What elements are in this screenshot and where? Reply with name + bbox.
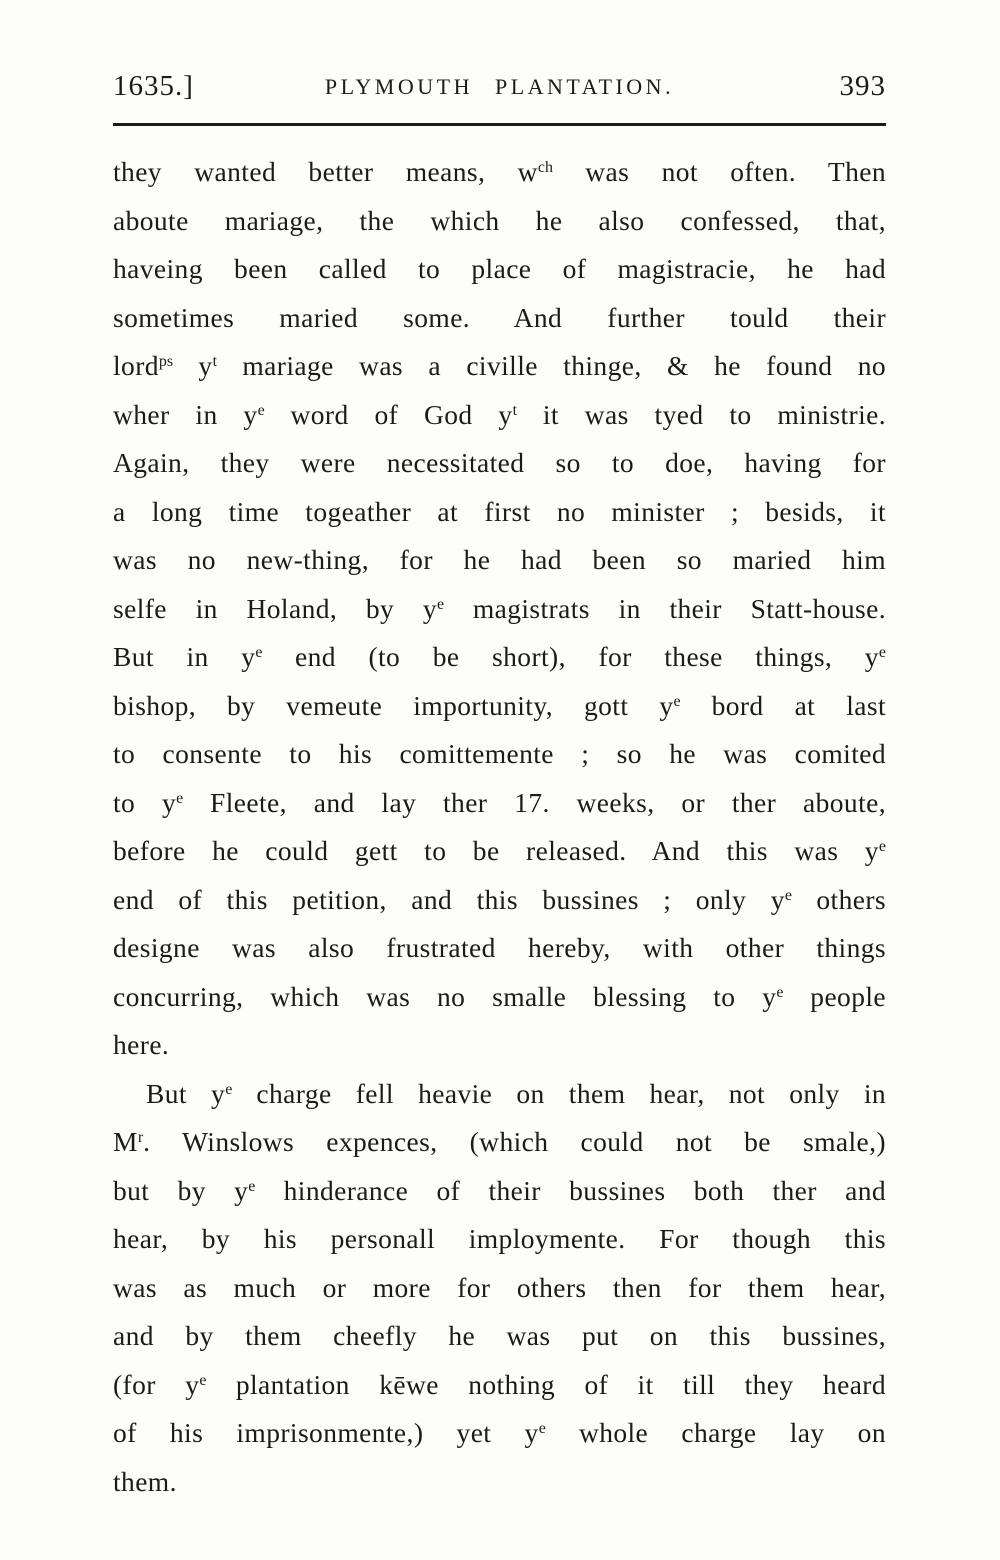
text-line: was no new-thing, for he had been so maried him (113, 544, 886, 575)
page-body (113, 148, 886, 1506)
superscript-abbreviation: r (137, 1129, 144, 1147)
text-line: (for $y^e$ plantation kēwe nothing of it till they heard (113, 1368, 887, 1400)
superscript-abbreviation: t (512, 401, 517, 419)
header-year-label: 1635.] (113, 70, 194, 102)
header-running-title: PLYMOUTH PLANTATION. (324, 74, 675, 99)
superscript-abbreviation: e (776, 983, 784, 1001)
text-line: hear, by his personall imploymente. For though this (113, 1223, 886, 1254)
text-line: to consente to his comittemente ; so he was comited (113, 738, 886, 769)
text-line: concurring, which was no smalle blessing to $y^e$ people (113, 980, 886, 1012)
text-line: designe was also frustrated hereby, with other things (113, 932, 886, 963)
text-line: But in $y^e$ end (to be short), for these things, $y^e$ (113, 641, 886, 672)
superscript-abbreviation: ch (537, 159, 553, 177)
superscript-abbreviation: ps (158, 353, 174, 371)
text-line: them. (113, 1465, 177, 1497)
superscript-abbreviation: e (255, 644, 263, 662)
superscript-abbreviation: e (199, 1371, 207, 1389)
superscript-abbreviation: e (225, 1080, 233, 1098)
superscript-abbreviation: e (176, 789, 184, 807)
text-line: aboute mariage, the which he also confessed, that, (113, 204, 886, 236)
text-line: haveing been called to place of magistracie, he had (113, 253, 886, 284)
superscript-abbreviation: e (673, 692, 681, 710)
superscript-abbreviation: e (257, 401, 265, 419)
text-line: but by $y^e$ hinderance of their bussines both ther and (113, 1174, 886, 1206)
text-line: was as much or more for others then for them hear, (113, 1271, 886, 1303)
text-line: bishop, by vemeute importunity, gott $y^e$ bord at last (113, 689, 886, 721)
text-line: before he could gett to be released. And this was $y^e$ (113, 835, 886, 866)
superscript-abbreviation: t (212, 353, 218, 371)
superscript-abbreviation: e (784, 886, 792, 904)
text-line: end of this petition, and this bussines ; only $y^e$ others (113, 883, 886, 915)
text-line: wher in $y^e$ word of God $y^t$ it was tyed to ministrie. (113, 398, 887, 430)
superscript-abbreviation: e (248, 1177, 256, 1195)
text-line: $M^r$. Winslows expences, (which could not be smale,) (113, 1126, 886, 1157)
text-line: a long time togeather at first no minister ; besids, it (113, 495, 886, 527)
text-line: Again, they were necessitated so to doe, having for (113, 447, 886, 478)
header-page-number: 393 (839, 70, 886, 102)
header-rule (113, 123, 886, 126)
running-head (113, 70, 886, 106)
text-line: sometimes maried some. And further tould their (113, 301, 886, 333)
superscript-abbreviation: e (878, 838, 886, 856)
text-line: here. (113, 1029, 170, 1060)
text-line: and by them cheefly he was put on this bussines, (113, 1320, 886, 1351)
superscript-abbreviation: e (878, 644, 886, 662)
text-line: selfe in Holand, by $y^e$ magistrats in their Statt-house. (113, 592, 886, 624)
text-line: lord$^{ps}$ $y^t$ mariage was a civille thinge, & he found no (113, 350, 886, 381)
superscript-abbreviation: e (437, 595, 445, 613)
text-line: of his imprisonmente,) yet $y^e$ whole charge lay on (113, 1417, 886, 1448)
text-line: they wanted better means, $w^{ch}$ was not often. Then (113, 156, 886, 187)
text-line: But $y^e$ charge fell heavie on them hear, not only in (146, 1077, 887, 1109)
superscript-abbreviation: e (538, 1420, 546, 1438)
text-line: to $y^e$ Fleete, and lay ther 17. weeks, or ther aboute, (113, 786, 886, 818)
